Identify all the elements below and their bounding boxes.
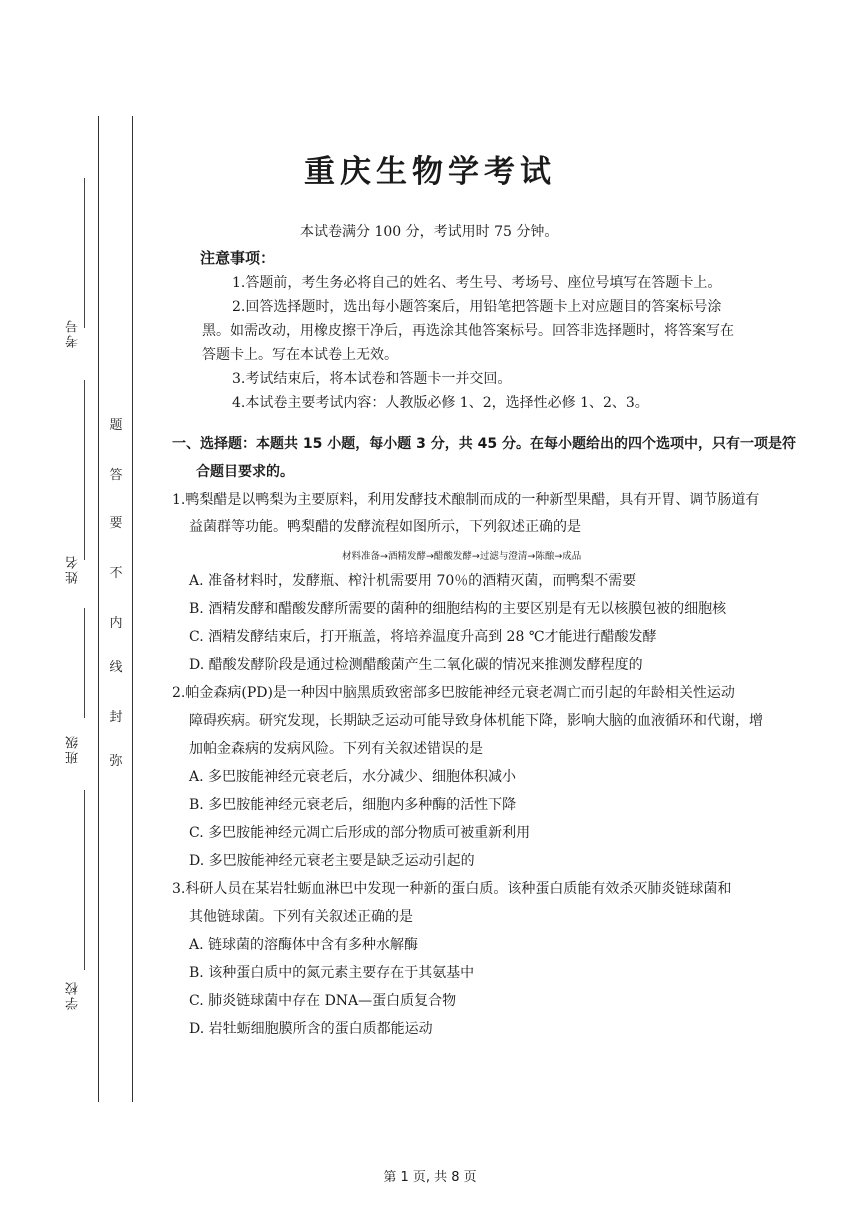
margin-label-school: 学校 — [66, 980, 81, 1010]
margin-label-exam-number: 考号 — [66, 318, 81, 348]
seal-char: 要 — [109, 516, 123, 531]
seal-char: 不 — [109, 566, 123, 581]
notes-heading: 注意事项： — [200, 249, 276, 267]
name-blank[interactable] — [84, 380, 85, 560]
q3-option-d: D. 岩牡蛎细胞膜所含的蛋白质都能运动 — [189, 1021, 433, 1037]
q1-stem: 益菌群等功能。鸭梨醋的发酵流程如图所示，下列叙述正确的是 — [189, 519, 581, 535]
q2-option-d: D. 多巴胺能神经元衰老主要是缺乏运动引起的 — [189, 853, 475, 869]
q1-option-a: A. 准备材料时，发酵瓶、榨汁机需要用 70％的酒精灭菌，而鸭梨不需要 — [189, 573, 637, 589]
notes-line: 答题卡上。写在本试卷上无效。 — [202, 347, 398, 363]
margin-label-name: 姓名 — [66, 554, 81, 584]
q1-stem: 1.鸭梨醋是以鸭梨为主要原料，利用发酵技术酿制而成的一种新型果醋，具有开胃、调节肠道有 — [172, 492, 760, 508]
notes-line: 3.考试结束后，将本试卷和答题卡一并交回。 — [232, 371, 512, 387]
q2-option-a: A. 多巴胺能神经元衰老后，水分减少、细胞体积减小 — [189, 769, 517, 785]
seal-char: 内 — [109, 616, 123, 631]
section-heading: 一、选择题：本题共 15 小题，每小题 3 分，共 45 分。在每小题给出的四个选项中，只有一项是符 — [172, 436, 796, 452]
q1-flow-diagram: 材料准备→酒精发酵→醋酸发酵→过滤与澄清→陈酿→成品 — [342, 551, 582, 562]
notes-line: 2.回答选择题时，选出每小题答案后，用铅笔把答题卡上对应题目的答案标号涂 — [232, 299, 722, 315]
page-number: 第 1 页, 共 8 页 — [383, 1170, 477, 1185]
page-title: 重庆生物学考试 — [304, 154, 556, 190]
notes-line: 1.答题前，考生务必将自己的姓名、考生号、考场号、座位号填写在答题卡上。 — [232, 275, 722, 291]
q3-stem: 3.科研人员在某岩牡蛎血淋巴中发现一种新的蛋白质。该种蛋白质能有效杀灭肺炎链球菌和 — [172, 881, 732, 897]
q2-stem: 2.帕金森病(PD)是一种因中脑黑质致密部多巴胺能神经元衰老凋亡而引起的年龄相关性运动 — [172, 685, 735, 701]
school-blank[interactable] — [84, 790, 85, 970]
q2-option-b: B. 多巴胺能神经元衰老后，细胞内多种酶的活性下降 — [189, 797, 517, 813]
seal-char: 线 — [109, 660, 123, 675]
q3-option-b: B. 该种蛋白质中的氮元素主要存在于其氨基中 — [189, 965, 475, 981]
q1-option-d: D. 醋酸发酵阶段是通过检测醋酸菌产生二氧化碳的情况来推测发酵程度的 — [189, 657, 643, 673]
q1-option-c: C. 酒精发酵结束后，打开瓶盖，将培养温度升高到 28 ℃才能进行醋酸发酵 — [189, 629, 657, 645]
exam-subtitle: 本试卷满分 100 分，考试用时 75 分钟。 — [300, 224, 559, 240]
q2-option-c: C. 多巴胺能神经元凋亡后形成的部分物质可被重新利用 — [189, 825, 531, 841]
q3-option-c: C. 肺炎链球菌中存在 DNA—蛋白质复合物 — [189, 993, 457, 1009]
margin-outer-line — [98, 116, 99, 1102]
q3-stem: 其他链球菌。下列有关叙述正确的是 — [189, 909, 413, 925]
q1-option-b: B. 酒精发酵和醋酸发酵所需要的菌种的细胞结构的主要区别是有无以核膜包被的细胞核 — [189, 601, 727, 617]
class-blank[interactable] — [84, 608, 85, 718]
seal-char: 封 — [109, 710, 123, 725]
seal-char: 弥 — [109, 754, 123, 769]
notes-line: 黑。如需改动，用橡皮擦干净后，再选涂其他答案标号。回答非选择题时，将答案写在 — [202, 323, 734, 339]
exam-number-blank[interactable] — [84, 178, 85, 328]
margin-inner-line — [132, 116, 133, 1102]
section-heading-cont: 合题目要求的。 — [196, 464, 294, 480]
q2-stem: 加帕金森病的发病风险。下列有关叙述错误的是 — [189, 741, 483, 757]
q3-option-a: A. 链球菌的溶酶体中含有多种水解酶 — [189, 937, 419, 953]
q2-stem: 障碍疾病。研究发现，长期缺乏运动可能导致身体机能下降，影响大脑的血液循环和代谢，增 — [189, 713, 763, 729]
margin-label-class: 班级 — [66, 734, 81, 764]
seal-char: 答 — [109, 468, 123, 483]
seal-char: 题 — [109, 418, 123, 433]
notes-line: 4.本试卷主要考试内容：人教版必修 1、2，选择性必修 1、2、3。 — [232, 395, 649, 411]
